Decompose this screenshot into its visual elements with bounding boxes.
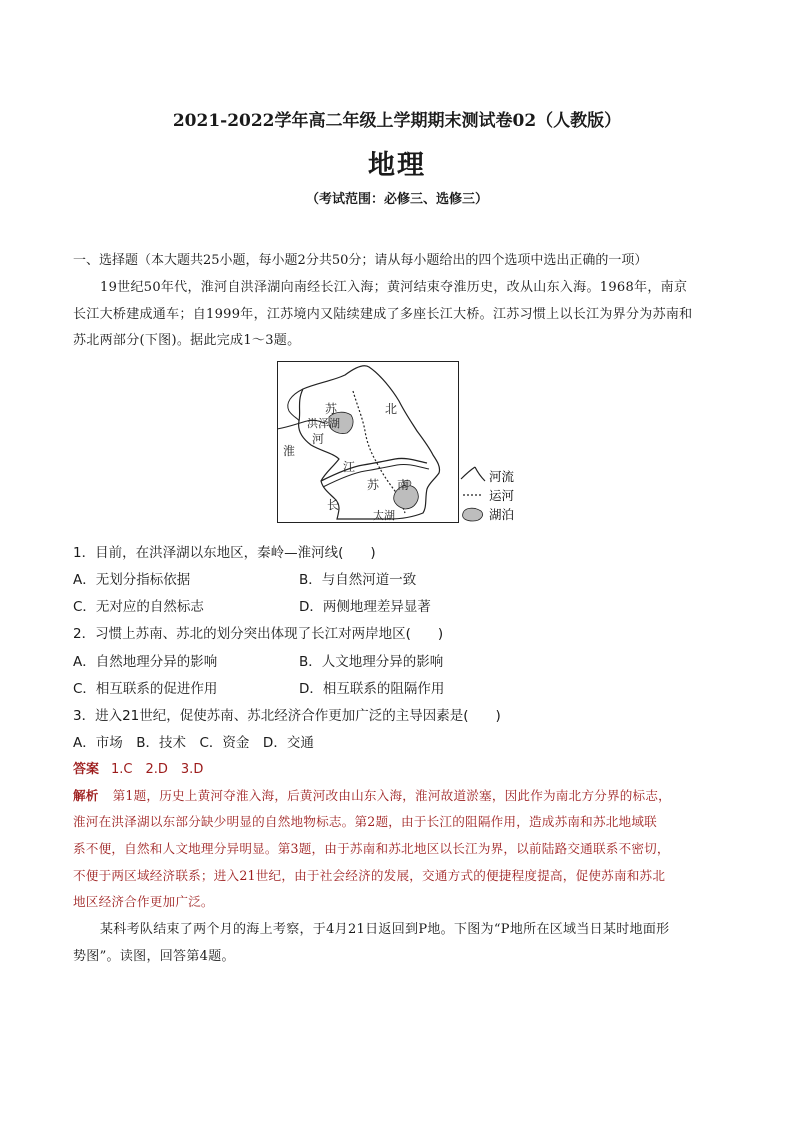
answer-text: 1.C 2.D 3.D — [111, 762, 204, 777]
question-2-option-a: A．自然地理分异的影响 — [73, 654, 218, 670]
subject-title: 地理 — [368, 150, 426, 181]
map-label-sunan-nan: 南 — [397, 478, 410, 492]
map-label-subei-bei: 北 — [385, 402, 398, 416]
question-3-stem: 3．进入21世纪，促使苏南、苏北经济合作更加广泛的主导因素是( ) — [73, 708, 501, 724]
passage1-line3: 苏北两部分(下图)。据此完成1～3题。 — [73, 333, 301, 348]
question-2-stem: 2．习惯上苏南、苏北的划分突出体现了长江对两岸地区( ) — [73, 626, 444, 642]
legend-canal-label: 运河 — [489, 488, 515, 503]
passage1-line1: 19世纪50年代，淮河自洪泽湖向南经长江入海；黄河结束夺淮历史，改从山东入海。1968年，南京 — [100, 280, 688, 295]
map-label-jiang: 江 — [343, 460, 356, 474]
question-1-option-a: A．无划分指标依据 — [73, 572, 191, 588]
passage2-line1: 某科考队结束了两个月的海上考察，于4月21日返回到P地。下图为“P地所在区域当日某时地面形 — [100, 922, 670, 937]
question-2-option-c: C．相互联系的促进作用 — [73, 681, 218, 697]
question-2-option-b: B．人文地理分异的影响 — [299, 654, 444, 670]
map-label-huai: 淮 — [283, 444, 296, 458]
answer-label: 答案 — [73, 762, 100, 777]
map-label-he: 河 — [312, 432, 325, 446]
map-label-chang: 长 — [327, 498, 340, 512]
map-label-subei-su: 苏 — [325, 402, 338, 416]
map-label-sunan-su: 苏 — [367, 478, 380, 492]
analysis-line2: 淮河在洪泽湖以东部分缺少明显的自然地物标志。第2题，由于长江的阻隔作用，造成苏南和苏北地域联 — [73, 814, 657, 829]
exam-scope: （考试范围：必修三、选修三） — [305, 192, 488, 207]
map-label-taihu: 太湖 — [373, 509, 395, 522]
question-3-options: A．市场 B．技术 C．资金 D．交通 — [73, 735, 314, 751]
analysis-text-1: 第1题，历史上黄河夺淮入海，后黄河改由山东入海，淮河故道淤塞，因此作为南北方分界的标志， — [112, 788, 671, 803]
question-1-stem: 1．目前，在洪泽湖以东地区，秦岭—淮河线( ) — [73, 545, 376, 561]
analysis-line1 — [73, 785, 671, 804]
answer-line — [73, 758, 203, 777]
legend-river-symbol-2 — [475, 467, 485, 481]
analysis-line3: 系不便，自然和人文地理分异明显。第3题，由于苏南和苏北地区以长江为界，以前陆路交通联系不密切， — [73, 841, 670, 856]
analysis-label: 解析 — [73, 788, 99, 803]
question-1-option-c: C．无对应的自然标志 — [73, 599, 204, 615]
question-1-option-b: B．与自然河道一致 — [299, 572, 417, 588]
passage1-line2: 长江大桥建成通车；自1999年，江苏境内又陆续建成了多座长江大桥。江苏习惯上以长江为界分为苏南和 — [73, 307, 693, 322]
passage2-line2: 势图”。读图，回答第4题。 — [73, 949, 235, 964]
legend-lake-label: 湖泊 — [489, 507, 515, 522]
question-2-option-d: D．相互联系的阻隔作用 — [299, 681, 445, 697]
legend-river-label: 河流 — [489, 469, 515, 484]
page-title: 2021-2022学年高二年级上学期期末测试卷02（人教版） — [172, 111, 622, 131]
question-1-option-d: D．两侧地理差异显著 — [299, 599, 431, 615]
analysis-line5: 地区经济合作更加广泛。 — [73, 894, 214, 909]
section-heading: 一、选择题（本大题共25小题，每小题2分共50分；请从每小题给出的四个选项中选出正确的一项） — [73, 253, 648, 268]
analysis-line4: 不便于两区域经济联系；进入21世纪，由于社会经济的发展，交通方式的便捷程度提高，促使苏南和苏北 — [73, 868, 666, 883]
legend-river-symbol — [461, 467, 475, 479]
map-label-hongze: 洪泽湖 — [307, 417, 340, 430]
legend-lake-symbol — [463, 508, 483, 521]
jiangsu-map-figure — [277, 361, 529, 523]
